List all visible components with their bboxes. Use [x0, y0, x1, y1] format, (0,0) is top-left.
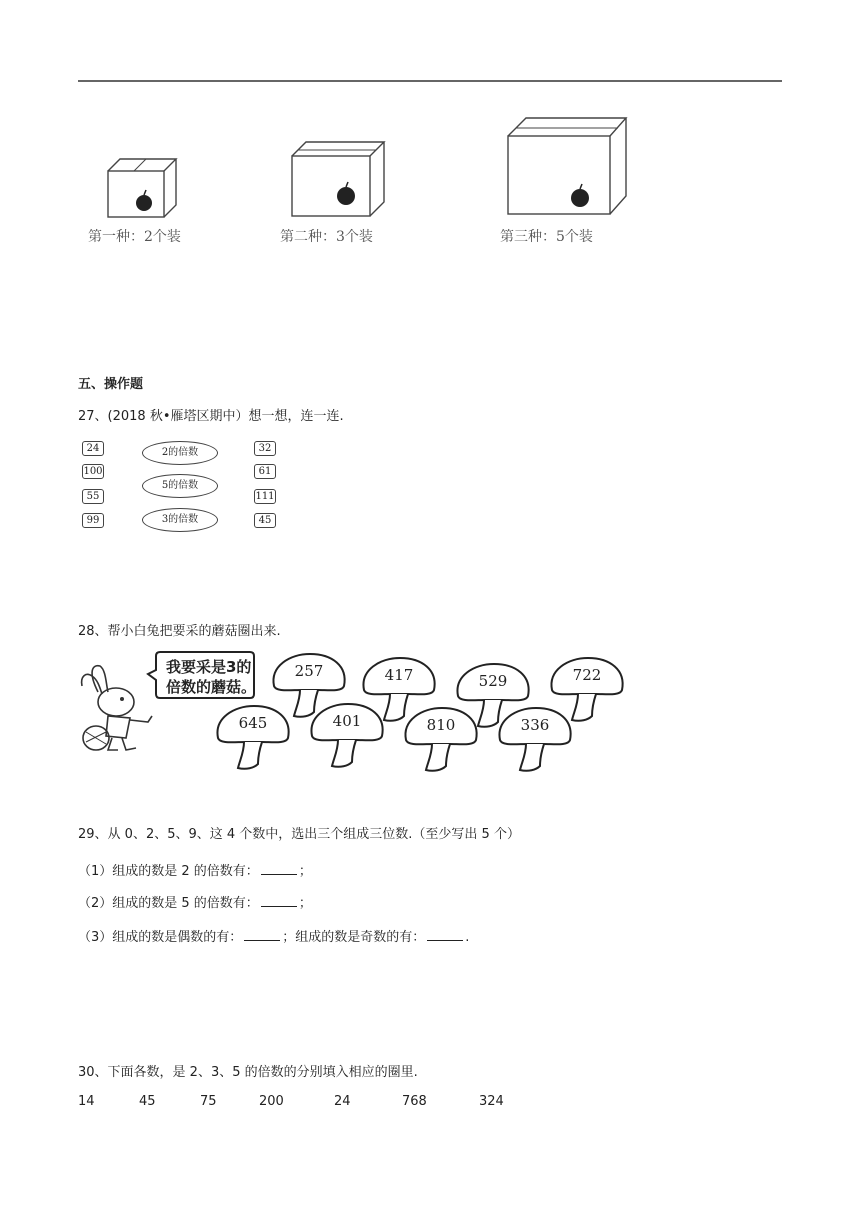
- speech-line-1: 我要采是3的: [166, 658, 252, 676]
- mushroom[interactable]: [212, 704, 294, 772]
- q29-part-2-suffix: ；: [298, 896, 312, 911]
- q30-number: 75: [200, 1094, 217, 1109]
- mushroom-number: 417: [384, 666, 414, 684]
- left-number-box: 99: [82, 513, 104, 528]
- right-number-box: 32: [254, 441, 276, 456]
- multiple-oval: 2的倍数: [142, 441, 218, 465]
- q29-part-3-prefix: （3）组成的数是偶数的有：: [78, 930, 243, 945]
- box-figure-2: [288, 138, 388, 220]
- mushroom[interactable]: [494, 706, 576, 774]
- speech-line-2: 倍数的蘑菇。: [166, 678, 257, 696]
- q30-number: 200: [259, 1094, 284, 1109]
- q29-part-1-prefix: （1）组成的数是 2 的倍数有：: [78, 864, 259, 879]
- q29-part-2: [78, 892, 312, 911]
- header-rule: [78, 80, 782, 82]
- q29-part-3-suffix: .: [465, 930, 470, 945]
- question-28-text: 28、帮小白兔把要采的蘑菇圈出来.: [78, 624, 281, 639]
- answer-blank[interactable]: [261, 894, 297, 907]
- q29-part-1: [78, 860, 312, 879]
- right-number-box: 111: [255, 491, 275, 502]
- question-30-text: 30、下面各数，是 2、3、5 的倍数的分别填入相应的圈里.: [78, 1065, 418, 1080]
- q29-part-2-prefix: （2）组成的数是 5 的倍数有：: [78, 896, 259, 911]
- question-29-text: 29、从 0、2、5、9、这 4 个数中，选出三个组成三位数.（至少写出 5 个）: [78, 827, 520, 842]
- multiple-oval: 3的倍数: [142, 508, 218, 532]
- box-figure-1: [104, 155, 180, 221]
- mushroom-number: 529: [478, 672, 508, 690]
- mushroom-number: 257: [294, 662, 324, 680]
- left-number-box: 100: [83, 466, 103, 477]
- answer-blank[interactable]: [427, 928, 463, 941]
- section-title: 五、操作题: [78, 377, 144, 392]
- q29-part-3-mid: ；组成的数是奇数的有：: [282, 930, 426, 945]
- mushroom-number: 336: [520, 716, 550, 734]
- q30-number-row: [0, 1094, 860, 1114]
- q30-number: 45: [139, 1094, 156, 1109]
- mushroom[interactable]: [400, 706, 482, 774]
- left-number-box: 24: [82, 441, 104, 456]
- mushroom-number: 722: [572, 666, 602, 684]
- answer-blank[interactable]: [261, 862, 297, 875]
- right-number-box: 45: [254, 513, 276, 528]
- mushroom-number: 401: [332, 712, 362, 730]
- q30-number: 24: [334, 1094, 351, 1109]
- box-label-2: 第二种：3个装: [280, 229, 373, 245]
- box-label-3: 第三种：5个装: [500, 229, 593, 245]
- question-27-text: 27、(2018 秋•雁塔区期中）想一想，连一连.: [78, 409, 344, 424]
- box-figure-3: [504, 114, 630, 218]
- mushroom-number: 645: [238, 714, 268, 732]
- mushroom-number: 810: [426, 716, 456, 734]
- mushroom[interactable]: [306, 702, 388, 770]
- q29-part-3: [78, 926, 469, 945]
- left-number-box: 55: [82, 489, 104, 504]
- q30-number: 324: [479, 1094, 504, 1109]
- multiple-oval: 5的倍数: [142, 474, 218, 498]
- q29-part-1-suffix: ；: [298, 864, 312, 879]
- answer-blank[interactable]: [244, 928, 280, 941]
- q30-number: 14: [78, 1094, 95, 1109]
- box-label-1: 第一种：2个装: [88, 229, 181, 245]
- right-number-box: 61: [254, 464, 276, 479]
- q30-number: 768: [402, 1094, 427, 1109]
